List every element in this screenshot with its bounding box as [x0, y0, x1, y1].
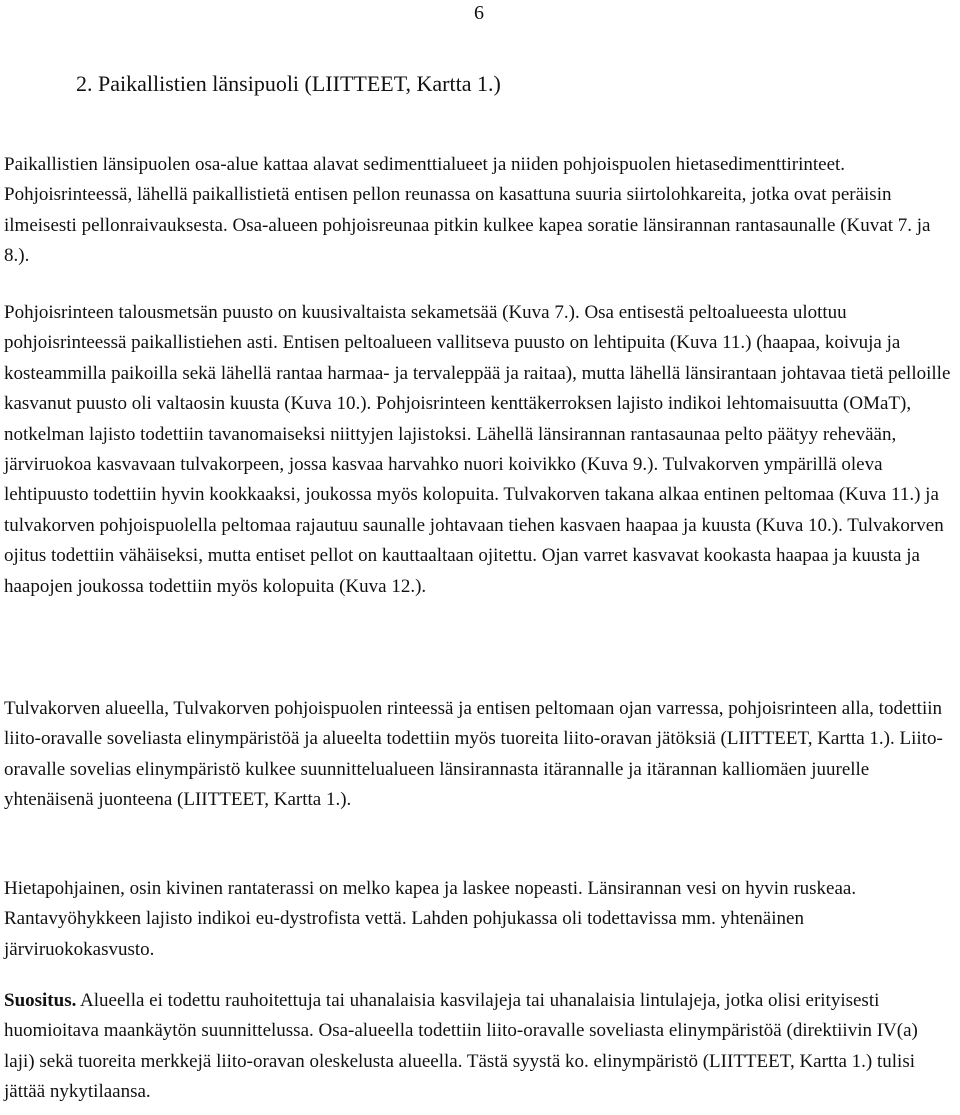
paragraph-1: Paikallistien länsipuolen osa-alue kattaa alavat sedimenttialueet ja niiden pohjoispuolen hietasedimenttirinteet. Pohjoisrinteessä, lähellä paikallistietä entisen pellon reunassa on kasattuna suuria siirtolohkareita, jotka ovat peräisin ilmeisesti pellonraivauksesta. Osa-alueen pohjoisreunaa pitkin kulkee kapea soratie länsirannan rantasaunalle (Kuvat 7. ja 8.). — [4, 154, 931, 267]
paragraph-3: Tulvakorven alueella, Tulvakorven pohjoispuolen rinteessä ja entisen peltomaan ojan varressa, pohjoisrinteen alla, todettiin liito-oravalle soveliasta elinympäristöä ja alueelta todettiin myös tuoreita liito-oravan jätöksiä (LIITTEET, Kartta 1.). Liito-oravalle sovelias elinympäristö kulkee suunnittelualueen länsirannasta itärannalle ja itärannan kalliomäen juurelle yhtenäisenä juonteena (LIITTEET, Kartta 1.). — [4, 698, 943, 811]
paragraph-2: Pohjoisrinteen talousmetsän puusto on kuusivaltaista sekametsää (Kuva 7.). Osa entisestä peltoalueesta ulottuu pohjoisrinteessä paikallistiehen asti. Entisen peltoalueen vallitseva puusto on lehtipuita (Kuva 11.) (haapaa, koivuja ja kosteammilla paikoilla sekä lähellä rantaa harmaa- ja tervaleppää ja raitaa), mutta lähellä länsirantaan johtavaa tietä pelloille kasvanut puusto oli valtaosin kuusta (Kuva 10.). Pohjoisrinteen kenttäkerroksen lajisto indikoi lehtomaisuutta (OMaT), notkelman lajisto todettiin tavanomaiseksi niittyjen lajistoksi. Lähellä länsirannan rantasaunaa pelto päätyy rehevään, järviruokoa kasvavaan tulvakorpeen, jossa kasvaa harvahko nuori koivikko (Kuva 9.). Tulvakorven ympärillä oleva lehtipuusto todettiin hyvin kookkaaksi, joukossa myös kolopuita. Tulvakorven takana alkaa entinen peltomaa (Kuva 11.) ja tulvakorven pohjoispuolella peltomaa rajautuu saunalle johtavaan tiehen kasvaen haapaa ja kuusta (Kuva 10.). Tulvakorven ojitus todettiin vähäiseksi, mutta entiset pellot on kauttaaltaan ojitettu. Ojan varret kasvavat kookasta haapaa ja kuusta ja haapojen joukossa todettiin myös kolopuita (Kuva 12.). — [4, 302, 951, 597]
recommendation-lead: Suositus. — [4, 990, 77, 1011]
page-number: 6 — [474, 2, 484, 24]
paragraph-4: Hietapohjainen, osin kivinen rantaterassi on melko kapea ja laskee nopeasti. Länsirannan vesi on hyvin ruskeaa. Rantavyöhykkeen lajisto indikoi eu-dystrofista vettä. Lahden pohjukassa oli todettavissa mm. yhtenäinen järviruokokasvusto. — [4, 878, 857, 960]
section-heading: 2. Paikallistien länsipuoli (LIITTEET, Kartta 1.) — [76, 71, 501, 96]
recommendation-paragraph — [4, 986, 952, 1108]
recommendation-text: Alueella ei todettu rauhoitettuja tai uhanalaisia kasvilajeja tai uhanalaisia lintulajeja, jotka olisi erityisesti huomioitava maankäytön suunnittelussa. Osa-alueella todettiin liito-oravalle soveliasta elinympäristöä (direktiivin IV(a) laji) sekä tuoreita merkkejä liito-oravan oleskelusta alueella. Tästä syystä ko. elinympäristö (LIITTEET, Kartta 1.) tulisi jättää nykytilaansa. — [4, 990, 918, 1103]
